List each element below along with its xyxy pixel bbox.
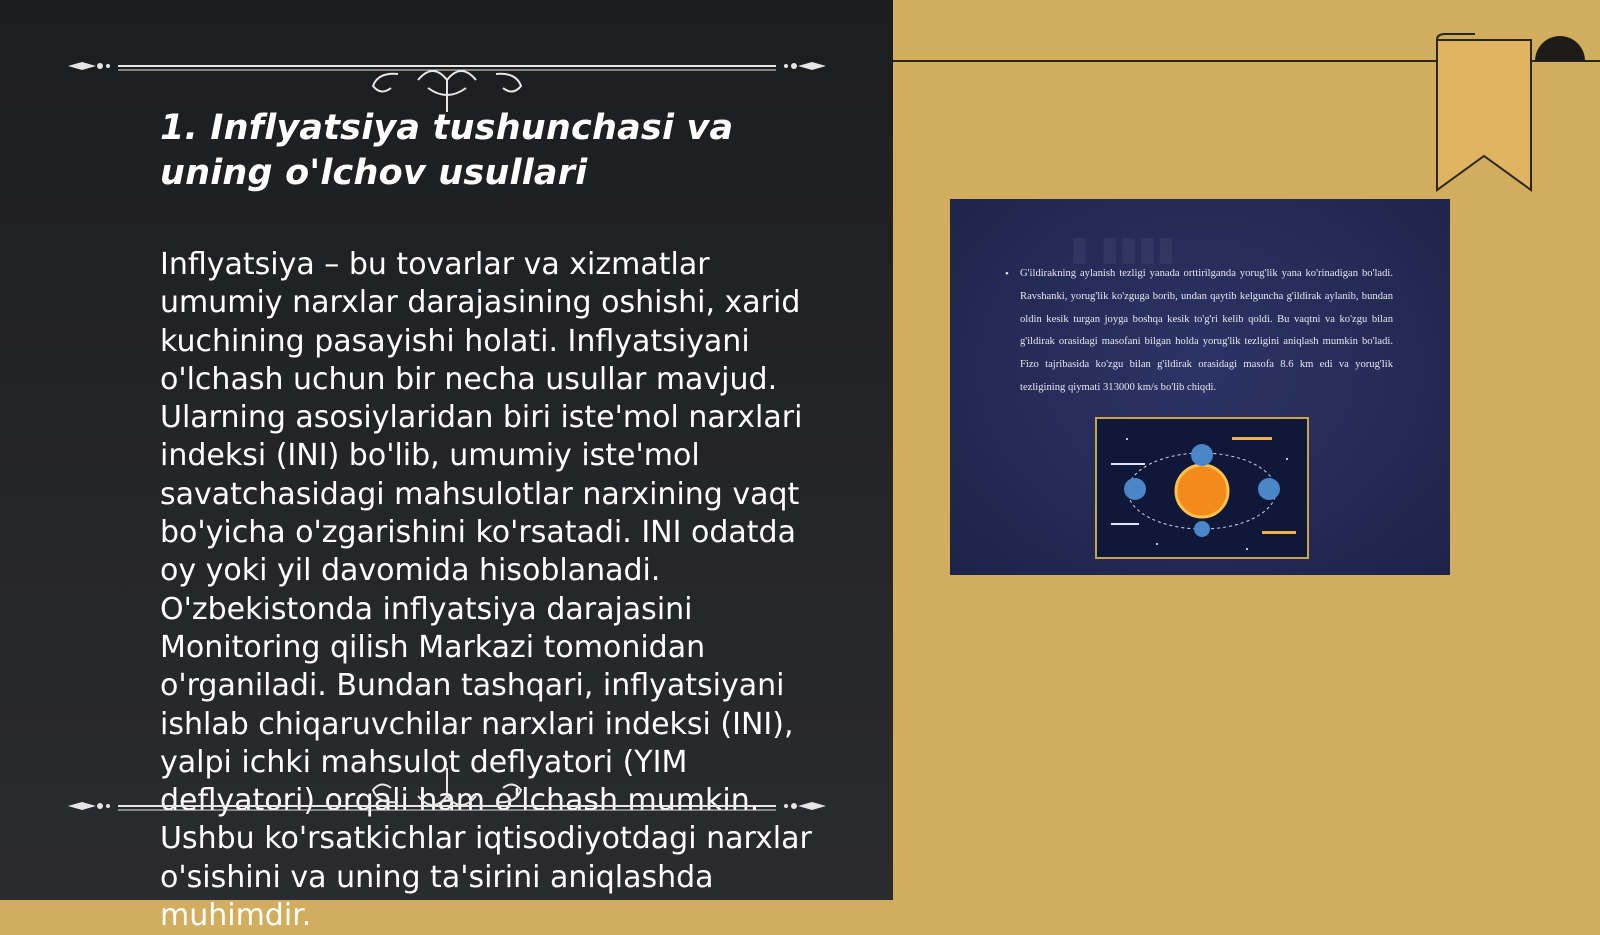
- slide-body-text: Inflyatsiya – bu tovarlar va xizmatlar umumiy narxlar darajasining oshishi, xarid kuchining pasayishi holati. Inflyatsiyani o'lchash uchun bir necha usullar mavjud. Ularning asosiylaridan biri iste'mol narxlari indeksi (INI) bo'lib, umumiy iste'mol savatchasidagi mahsulotlar narxining vaqt bo'yicha o'zgarishini ko'rsatadi. INI odatda oy yoki yil davomida hisoblanadi. O'zbekistonda inflyatsiya darajasini Monitoring qilish Markazi tomonidan o'rganiladi. Bundan tashqari, inflyatsiyani ishlab chiqaruvchilar narxlari indeksi (INI), yalpi ichki mahsulot deflyatori (YIM deflyatori) orqali ham o'lchash mumkin. Ushbu ko'rsatkichlar iqtisodiyotdagi narxlar o'sishini va uning ta'sirini aniqlashda muhimdir.: [160, 247, 812, 934]
- solar-system-icon: [1097, 419, 1307, 557]
- image-bullet: •: [1005, 268, 1009, 280]
- bottom-ornament-divider-icon: [68, 780, 826, 840]
- slide-title: 1. Inflyatsiya tushunchasi va uning o'lchov usullari: [160, 108, 734, 193]
- solar-system-picture: [1095, 417, 1309, 559]
- bookmark-ribbon-icon: [1433, 34, 1593, 200]
- right-decor-panel: [893, 0, 1600, 900]
- embedded-slide-image: [950, 199, 1450, 575]
- image-paragraph: G'ildirakning aylanish tezligi yanada orttirilganda yorug'lik yana ko'rinadigan bo'ladi. Ravshanki, yorug'lik ko'zguga borib, undan qaytib kelguncha g'ildirak aylanib, bundan oldin kesik turgan joyga boshqa kesik to'g'ri kelib qoldi. Bu vaqtni va ko'zgu bilan g'ildirak orasidagi masofani bilgan holda yorug'lik tezligini aniqlash mumkin bo'ladi. Fizo tajribasida ko'zgu bilan g'ildirak orasidagi masofa 8.6 km edi va yorug'lik tezligining qiymati 313000 km/s bo'lib chiqdi.: [1020, 268, 1393, 393]
- top-ornament-divider-icon: [68, 40, 826, 100]
- image-ghost-heading: ▮ ▮▮▮▮: [1070, 229, 1176, 269]
